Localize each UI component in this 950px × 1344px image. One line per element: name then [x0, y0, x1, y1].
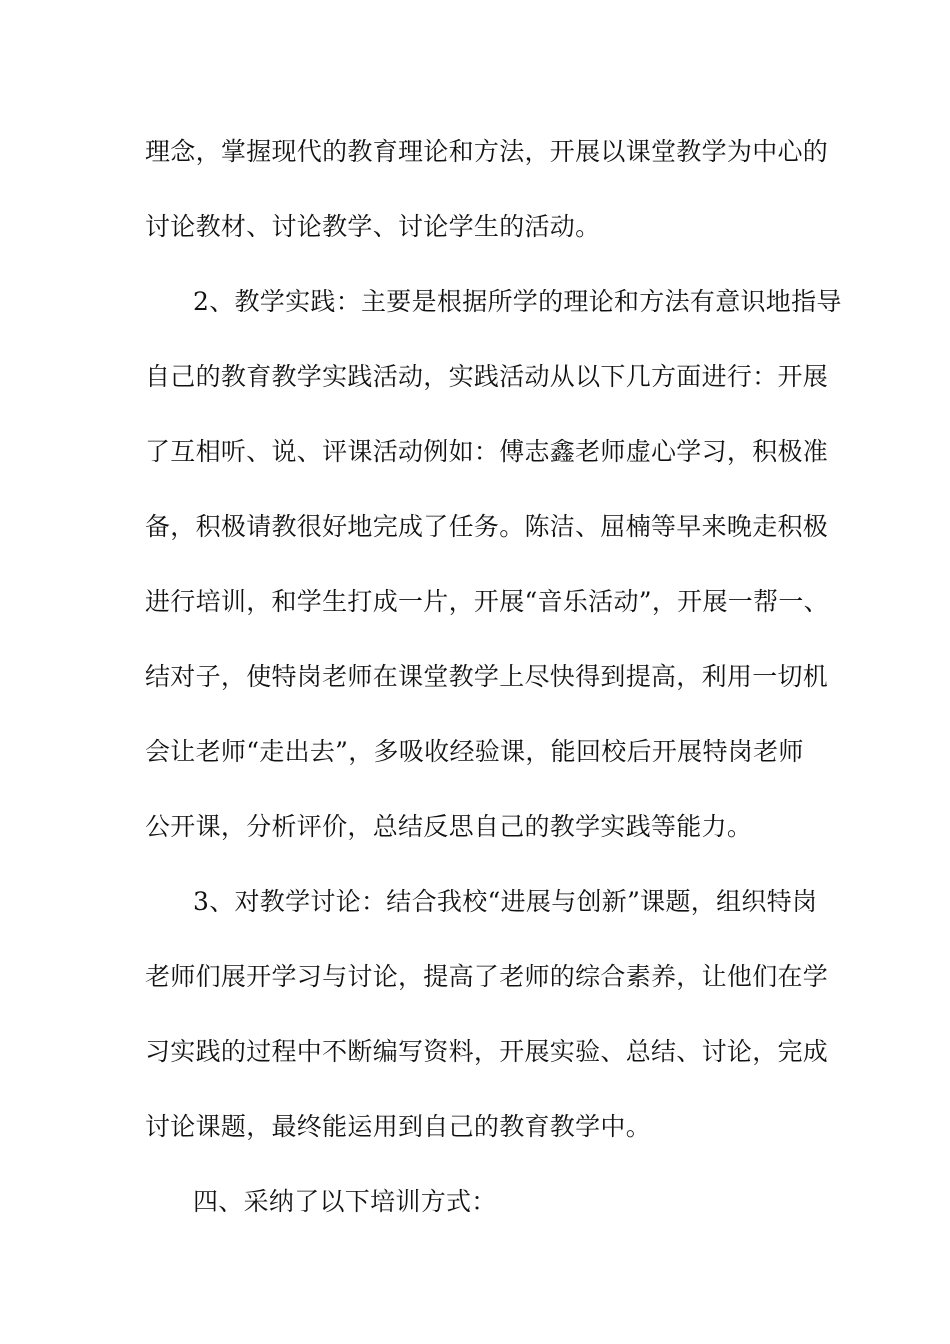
paragraph-start-line: 2、教学实践：主要是根据所学的理论和方法有意识地指导 — [193, 287, 842, 316]
text-line: 公开课，分析评价，总结反思自己的教学实践等能力。 — [145, 812, 753, 841]
text-line: 会让老师“走出去”，多吸收经验课，能回校后开展特岗老师 — [145, 737, 804, 766]
text-line: 习实践的过程中不断编写资料，开展实验、总结、讨论，完成 — [145, 1037, 829, 1066]
text-line: 备，积极请教很好地完成了任务。陈洁、屈楠等早来晚走积极 — [145, 512, 829, 541]
paragraph-start-line: 3、对教学讨论：结合我校“进展与创新”课题，组织特岗 — [193, 887, 818, 916]
text-line: 自己的教育教学实践活动，实践活动从以下几方面进行：开展 — [145, 362, 829, 391]
text-line: 结对子，使特岗老师在课堂教学上尽快得到提高，利用一切机 — [145, 662, 829, 691]
text-line: 讨论课题，最终能运用到自己的教育教学中。 — [145, 1112, 652, 1141]
text-line: 讨论教材、讨论教学、讨论学生的活动。 — [145, 212, 601, 241]
text-line: 理念，掌握现代的教育理论和方法，开展以课堂教学为中心的 — [145, 137, 829, 166]
text-line: 进行培训，和学生打成一片，开展“音乐活动”，开展一帮一、 — [145, 587, 829, 616]
section-heading: 四、采纳了以下培训方式： — [193, 1187, 497, 1216]
text-line: 老师们展开学习与讨论，提高了老师的综合素养，让他们在学 — [145, 962, 829, 991]
text-line: 了互相听、说、评课活动例如：傅志鑫老师虚心学习，积极准 — [145, 437, 829, 466]
